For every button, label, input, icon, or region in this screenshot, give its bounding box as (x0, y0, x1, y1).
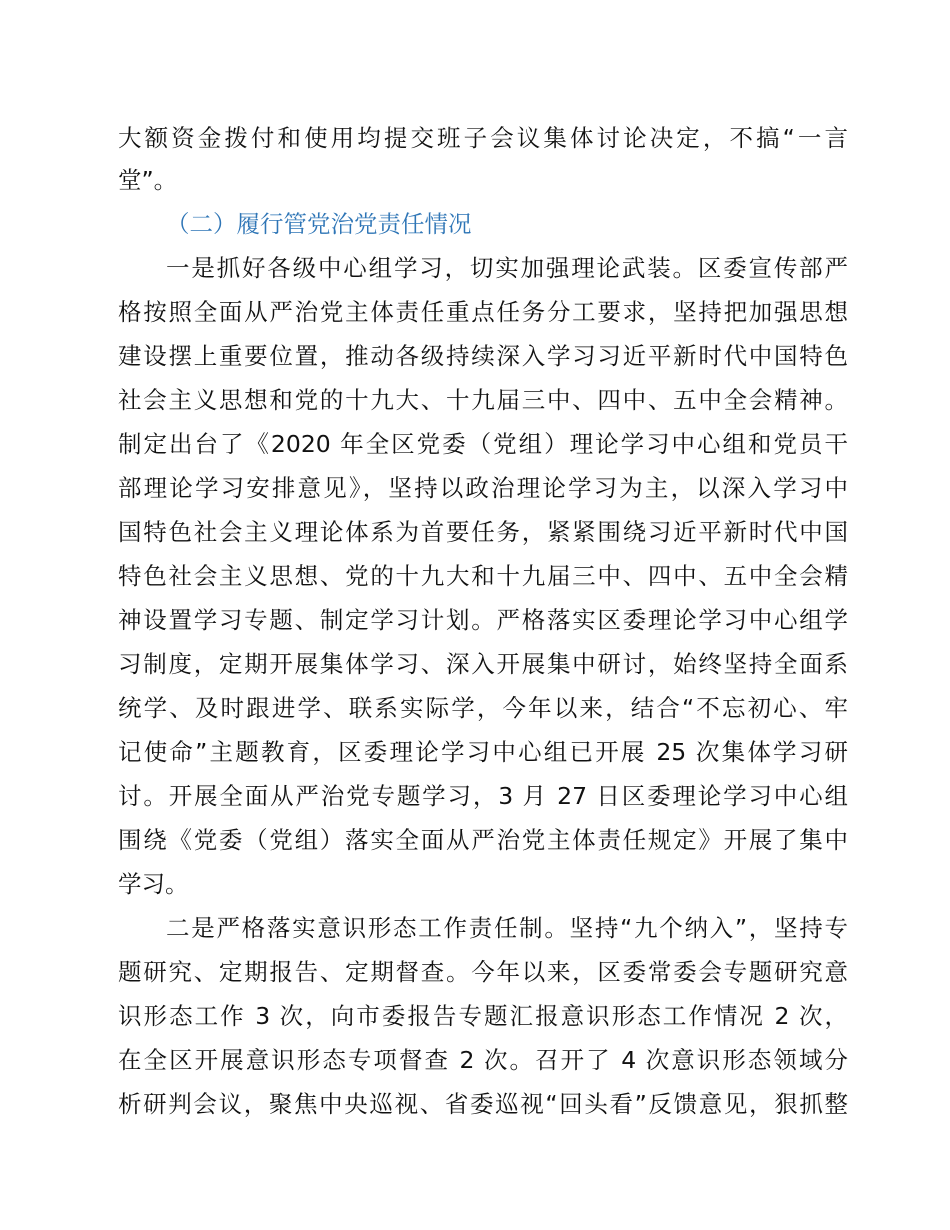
paragraph-1-line-10: 习制度，定期开展集体学习、深入开展集中研讨，始终坚持全面系 (118, 650, 848, 678)
paragraph-1-line-6: 部理论学习安排意见》，坚持以政治理论学习为主，以深入学习中 (118, 474, 848, 502)
paragraph-1-line-15: 学习。 (118, 870, 189, 898)
paragraph-1-line-13: 讨。开展全面从严治党专题学习，3 月 27 日区委理论学习中心组 (118, 782, 848, 810)
paragraph-1-line-7: 国特色社会主义理论体系为首要任务，紧紧围绕习近平新时代中国 (118, 518, 848, 546)
paragraph-2-line-2: 题研究、定期报告、定期督查。今年以来，区委常委会专题研究意 (118, 958, 848, 986)
paragraph-1-line-1: 一是抓好各级中心组学习，切实加强理论武装。区委宣传部严 (166, 254, 848, 282)
paragraph-1-line-4: 社会主义思想和党的十九大、十九届三中、四中、五中全会精神。 (118, 386, 848, 414)
paragraph-1-line-11: 统学、及时跟进学、联系实际学，今年以来，结合“不忘初心、牢 (118, 694, 848, 722)
continuation-line-1: 大额资金拨付和使用均提交班子会议集体讨论决定，不搞“一言 (118, 124, 848, 152)
paragraph-1-line-9: 神设置学习专题、制定学习计划。严格落实区委理论学习中心组学 (118, 606, 848, 634)
section-heading: （二）履行管党治党责任情况 (166, 210, 472, 238)
paragraph-1-line-3: 建设摆上重要位置，推动各级持续深入学习习近平新时代中国特色 (118, 342, 848, 370)
continuation-line-2: 堂”。 (118, 166, 178, 194)
paragraph-1-line-14: 围绕《党委（党组）落实全面从严治党主体责任规定》开展了集中 (118, 826, 848, 854)
paragraph-2-line-3: 识形态工作 3 次，向市委报告专题汇报意识形态工作情况 2 次， (118, 1002, 848, 1030)
paragraph-1-line-2: 格按照全面从严治党主体责任重点任务分工要求，坚持把加强思想 (118, 298, 848, 326)
paragraph-2-line-1: 二是严格落实意识形态工作责任制。坚持“九个纳入”，坚持专 (166, 914, 848, 942)
paragraph-2-line-4: 在全区开展意识形态专项督查 2 次。召开了 4 次意识形态领域分 (118, 1046, 848, 1074)
paragraph-1-line-12: 记使命”主题教育，区委理论学习中心组已开展 25 次集体学习研 (118, 738, 848, 766)
paragraph-1-line-8: 特色社会主义思想、党的十九大和十九届三中、四中、五中全会精 (118, 562, 848, 590)
paragraph-1-line-5: 制定出台了《2020 年全区党委（党组）理论学习中心组和党员干 (118, 430, 848, 458)
paragraph-2-line-5: 析研判会议，聚焦中央巡视、省委巡视“回头看”反馈意见，狠抓整 (118, 1090, 848, 1118)
